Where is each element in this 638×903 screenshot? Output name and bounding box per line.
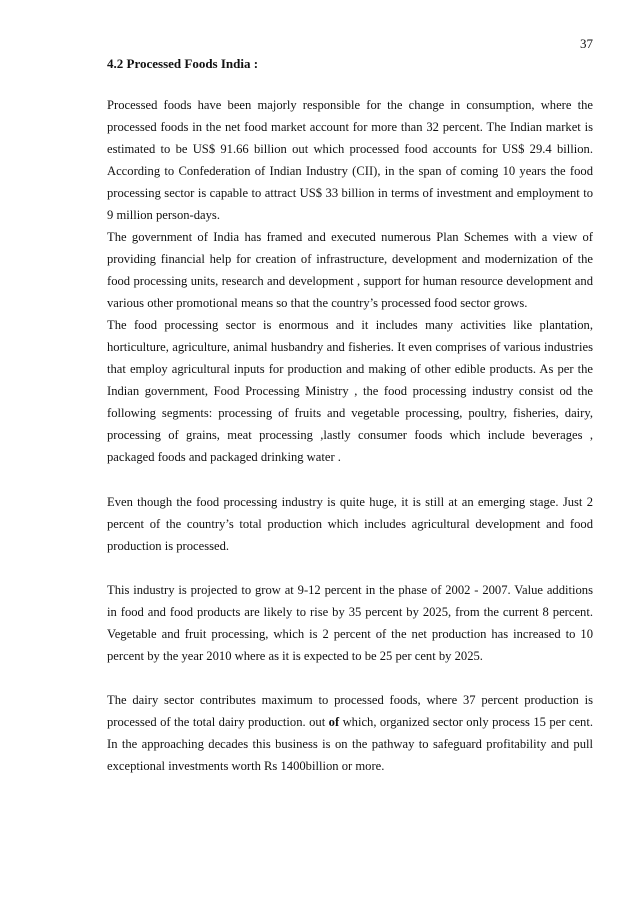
- dairy-text-end: which, organized sector only process 15 per cent. In the approaching decades this business is on the pathway to safeguard profitability and pull exceptional investments worth Rs 1400billion or more.: [107, 715, 593, 773]
- paragraph-dairy-sector: [107, 689, 593, 777]
- paragraph-government-schemes: The government of India has framed and executed numerous Plan Schemes with a view of providing financial help for creation of infrastructure, development and modernization of the food processing units, research and development , support for human resource development and various other promotional means so that the country’s processed food sector grows.: [107, 230, 593, 310]
- paragraph-growth-projection: This industry is projected to grow at 9-12 percent in the phase of 2002 - 2007. Value additions in food and food products are likely to rise by 35 percent by 2025, from the current 8 percent. Vegetable and fruit processing, which is 2 percent of the net production has increased to 10 percent by the year 2010 where as it is expected to be 25 per cent by 2025.: [107, 583, 593, 663]
- paragraph-block-4: [107, 689, 593, 777]
- dairy-text-start: The dairy sector contributes maximum to processed foods, where 37 percent production is processed of the total dairy production. out: [107, 693, 593, 729]
- paragraph-block-1: [107, 94, 593, 468]
- page-number: 37: [580, 36, 593, 51]
- paragraph-emerging-stage: Even though the food processing industry is quite huge, it is still at an emerging stage. Just 2 percent of the country’s total production which includes agricultural development and food production is processed.: [107, 495, 593, 553]
- section-heading: 4.2 Processed Foods India :: [107, 56, 259, 71]
- dairy-text-bold: of: [328, 715, 340, 729]
- paragraph-block-2: [107, 491, 593, 557]
- paragraph-sector-segments: The food processing sector is enormous and it includes many activities like plantation, horticulture, agriculture, animal husbandry and fisheries. It even comprises of various industries that employ agricultural inputs for production and making of other edible products. As per the Indian government, Food Processing Ministry , the food processing industry consist od the following segments: processing of fruits and vegetable processing, poultry, fisheries, dairy, processing of grains, meat processing ,lastly consumer foods which include beverages , packaged foods and packaged drinking water .: [107, 318, 593, 464]
- paragraph-market-size: Processed foods have been majorly responsible for the change in consumption, where the processed foods in the net food market account for more than 32 percent. The Indian market is estimated to be US$ 91.66 billion out which processed food accounts for US$ 29.4 billion. According to Confederation of Indian Industry (CII), in the span of coming 10 years the food processing sector is capable to attract US$ 33 billion in terms of investment and employment to 9 million person-days.: [107, 98, 593, 222]
- paragraph-block-3: [107, 579, 593, 667]
